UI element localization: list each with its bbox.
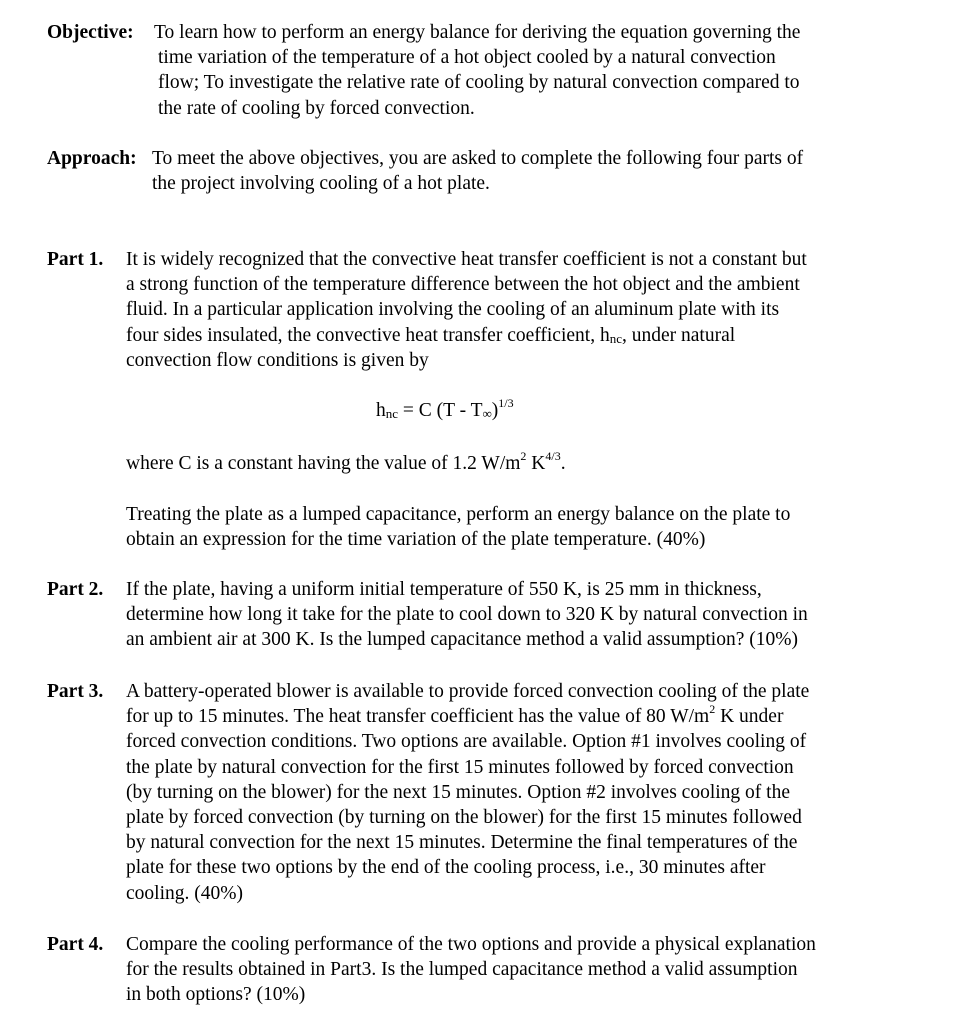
objective-line: To learn how to perform an energy balance for deriving the equation governing the [154, 22, 801, 43]
part4-line: for the results obtained in Part3. Is the lumped capacitance method a valid assumption [126, 959, 798, 981]
part2-text [126, 577, 808, 653]
part2-line: determine how long it take for the plate to cool down to 320 K by natural convection in [126, 604, 808, 626]
part1-line: convection flow conditions is given by [126, 349, 429, 371]
part3-text [126, 679, 809, 906]
approach-section [47, 146, 803, 196]
part1-treating-text [126, 502, 790, 552]
part3-line: (by turning on the blower) for the next 15 minutes. Option #2 involves cooling of the [126, 781, 790, 803]
approach-line: the project involving cooling of a hot plate. [152, 173, 490, 195]
part3-line: forced convection conditions. Two options are available. Option #1 involves cooling of [126, 731, 807, 753]
part4-line: Compare the cooling performance of the two options and provide a physical explanation [126, 934, 816, 955]
part3-line: plate by forced convection (by turning on the blower) for the first 15 minutes followed [126, 807, 802, 829]
part4-line: in both options? (10%) [126, 984, 306, 1006]
objective-section [47, 20, 800, 121]
objective-text [154, 20, 800, 121]
objective-line: time variation of the temperature of a hot object cooled by a natural convection [158, 47, 776, 69]
objective-label: Objective: [47, 22, 134, 43]
part1-treat-line: Treating the plate as a lumped capacitance, perform an energy balance on the plate to [126, 504, 791, 525]
approach-line: To meet the above objectives, you are asked to complete the following four parts of [152, 148, 804, 169]
objective-line: flow; To investigate the relative rate of cooling by natural convection compared to [158, 72, 800, 94]
part1-section [47, 247, 807, 373]
part4-label: Part 4. [47, 934, 104, 955]
part3-line: A battery-operated blower is available to provide forced convection cooling of the plate [126, 681, 810, 702]
part2-line: an ambient air at 300 K. Is the lumped capacitance method a valid assumption? (10%) [126, 629, 798, 651]
where-constant-text: where C is a constant having the value of 1.2 $W/m^2$ $K^{4/3}$. [126, 448, 566, 474]
part4-text [126, 932, 816, 1008]
part3-line: the plate by natural convection for the first 15 minutes followed by forced convection [126, 756, 794, 778]
approach-label: Approach: [47, 148, 137, 169]
part1-text [126, 247, 807, 373]
part3-line: plate for these two options by the end of the cooling process, i.e., 30 minutes after [126, 857, 766, 879]
part1-line: fluid. In a particular application involving the cooling of an aluminum plate with its [126, 299, 780, 321]
part2-line: If the plate, having a uniform initial temperature of 550 K, is 25 mm in thickness, [126, 579, 762, 600]
part1-label: Part 1. [47, 249, 104, 270]
objective-line: the rate of cooling by forced convection. [158, 97, 475, 119]
part3-line: by natural convection for the next 15 minutes. Determine the final temperatures of the [126, 832, 798, 854]
part2-label: Part 2. [47, 579, 104, 600]
part3-line: cooling. (40%) [126, 882, 243, 904]
part1-line: a strong function of the temperature difference between the hot object and the ambient [126, 274, 800, 296]
part1-line: It is widely recognized that the convective heat transfer coefficient is not a constant but [126, 249, 807, 270]
part4-section [47, 932, 816, 1008]
part1-treat-line: obtain an expression for the time variation of the plate temperature. (40%) [126, 529, 706, 551]
part1-line: four sides insulated, the convective heat transfer coefficient, $h_{nc}$, under natural [126, 324, 736, 346]
part3-label: Part 3. [47, 681, 104, 702]
part3-section [47, 679, 809, 906]
part2-section [47, 577, 808, 653]
approach-text [152, 146, 803, 196]
hnc-equation: $h_{nc} = C$ $(T - T_\infty)^{1/3}$ [376, 395, 514, 421]
part3-line: for up to 15 minutes. The heat transfer coefficient has the value of 80 $W/m^2$ K under [126, 701, 784, 728]
